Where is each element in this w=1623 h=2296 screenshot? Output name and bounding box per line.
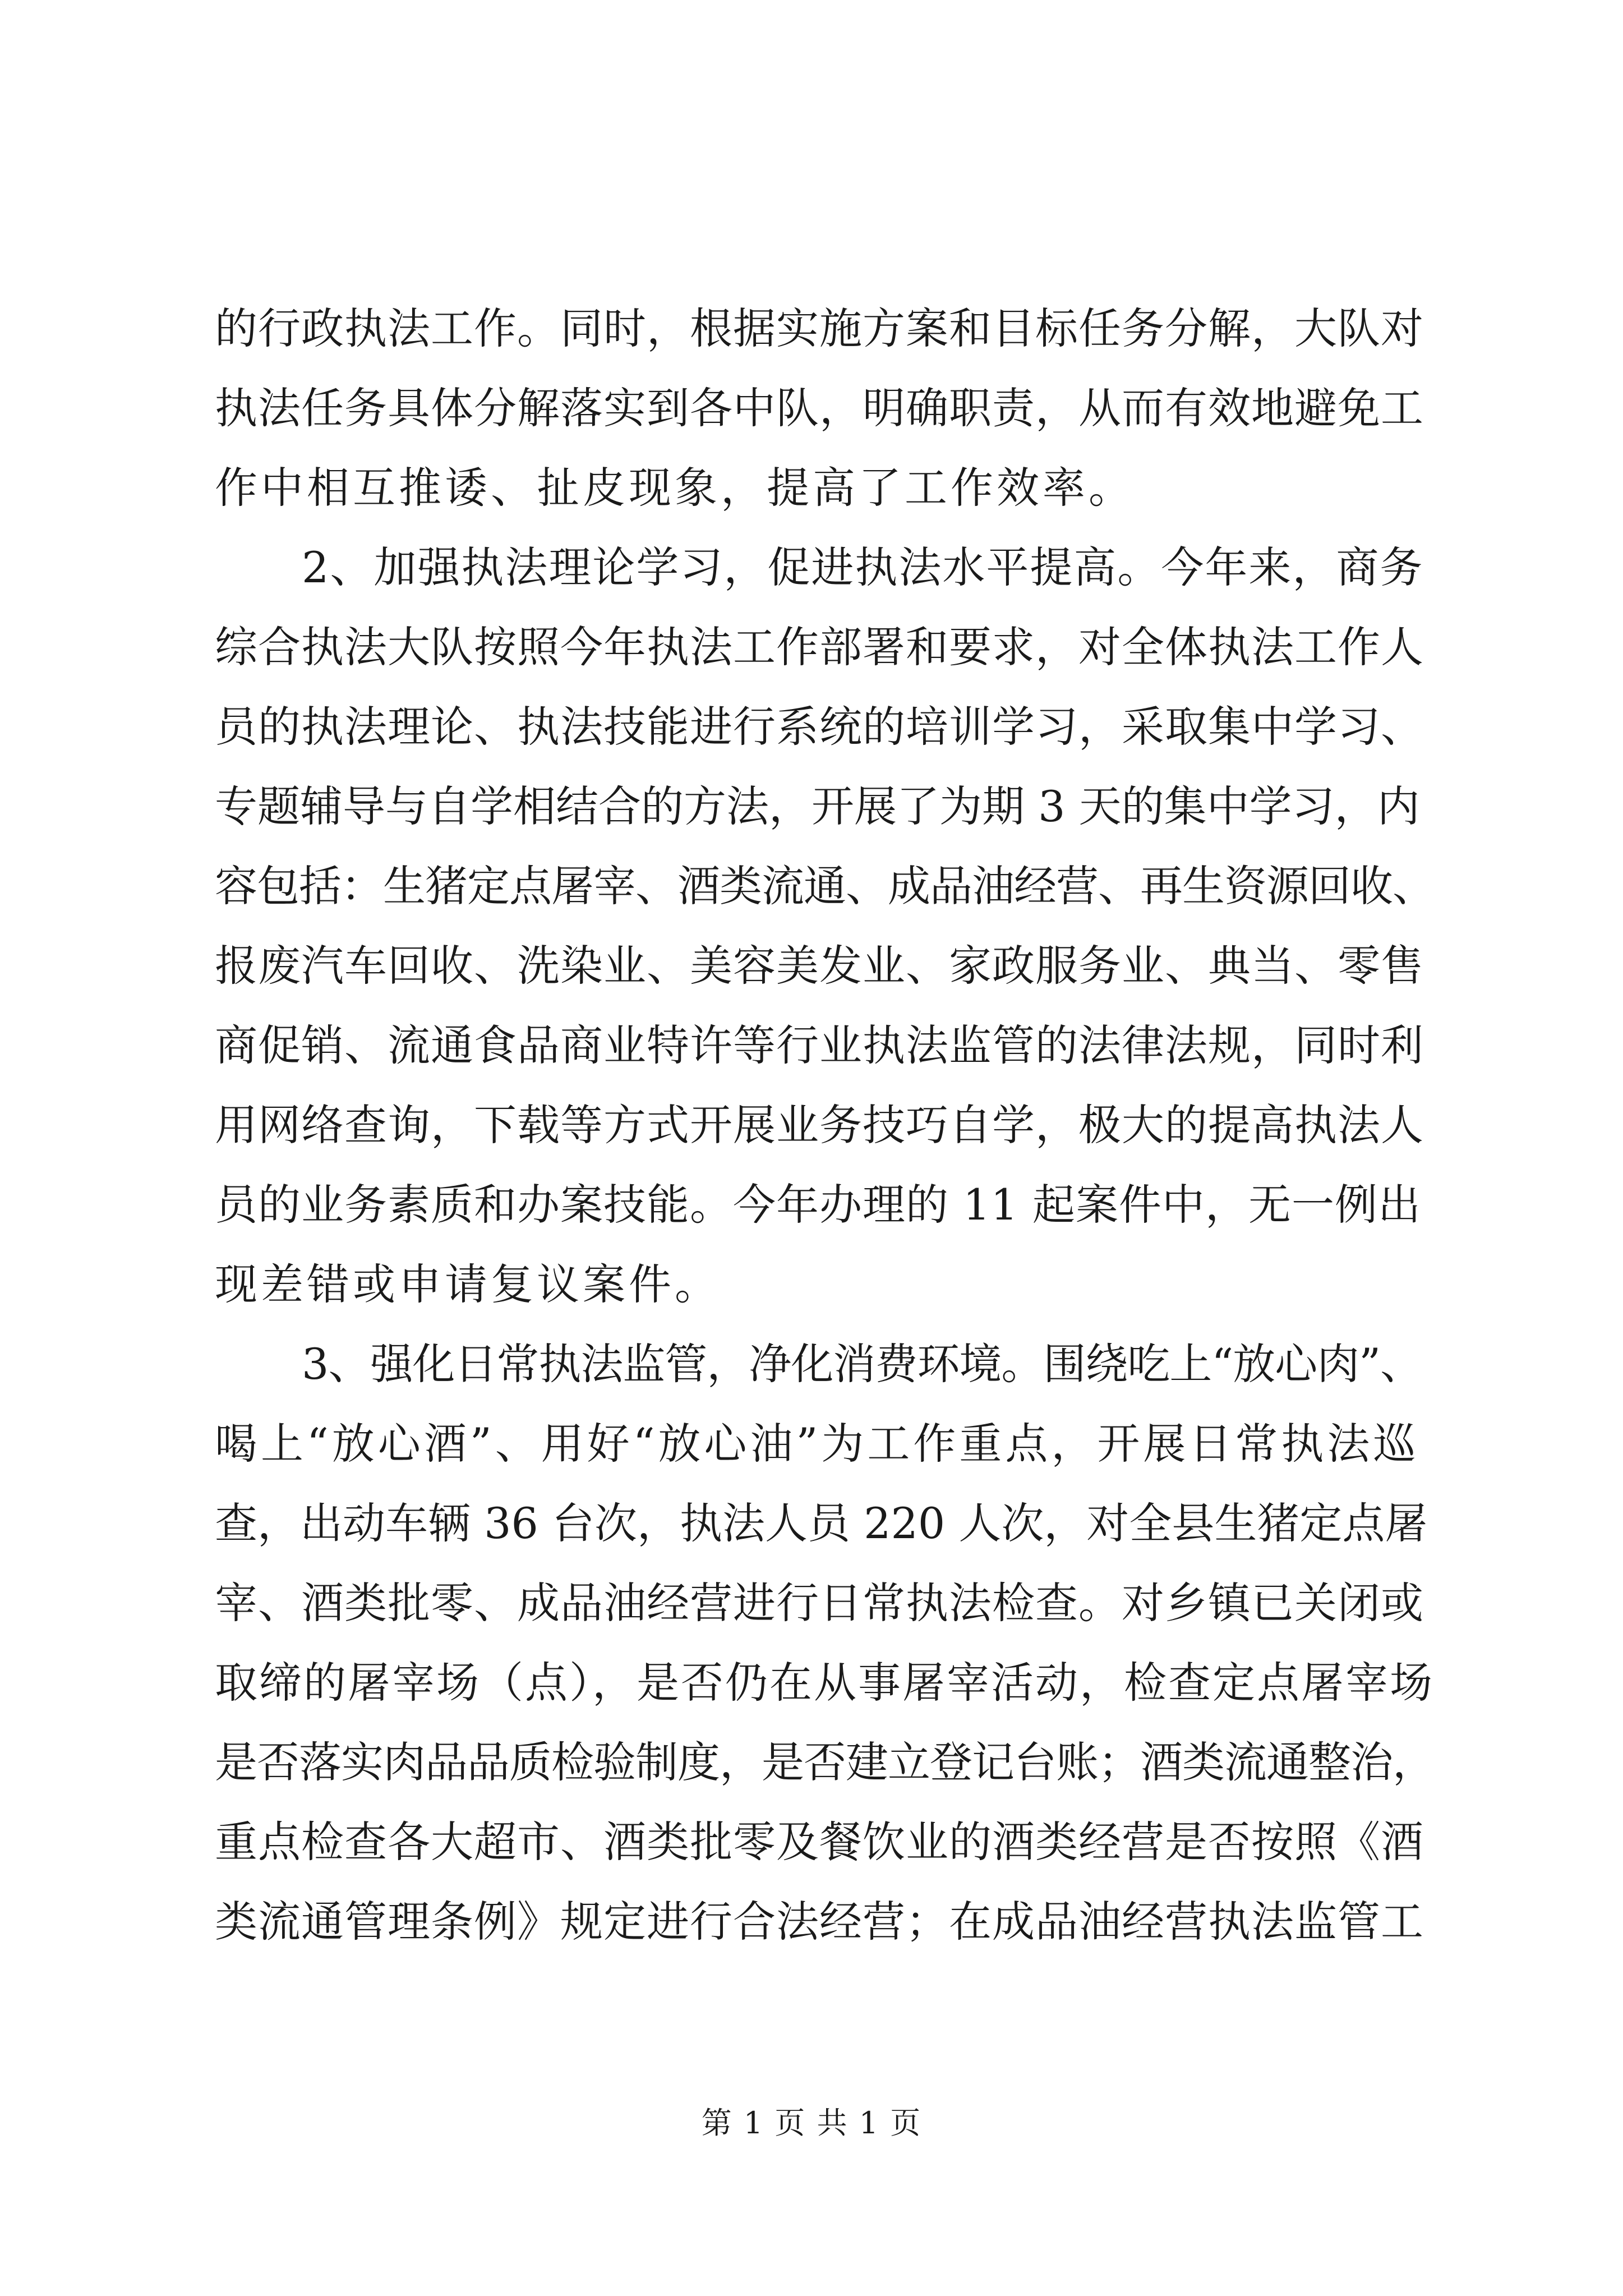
body-line-17: 宰、酒类批零、成品油经营进行日常执法检查。对乡镇已关闭或	[215, 1578, 1424, 1628]
body-line-18: 取缔的屠宰场（点），是否仍在从事屠宰活动，检查定点屠宰场	[215, 1658, 1434, 1708]
body-line-8: 容包括：生猪定点屠宰、酒类流通、成品油经营、再生资源回收、	[215, 861, 1435, 911]
body-line-6: 员的执法理论、执法技能进行系统的培训学习，采取集中学习、	[215, 702, 1424, 752]
body-line-11: 用网络查询，下载等方式开展业务技巧自学，极大的提高执法人	[215, 1100, 1424, 1150]
body-line-3: 作中相互推诿、扯皮现象，提高了工作效率。	[215, 463, 1135, 513]
body-line-7: 专题辅导与自学相结合的方法，开展了为期 3 天的集中学习，内	[215, 781, 1420, 831]
page-number-footer: 第 1 页 共 1 页	[701, 2105, 922, 2141]
body-line-2: 执法任务具体分解落实到各中队，明确职责，从而有效地避免工	[215, 383, 1424, 433]
body-line-9: 报废汽车回收、洗染业、美容美发业、家政服务业、典当、零售	[215, 941, 1424, 991]
paragraph-2-first-line: 2、加强执法理论学习，促进执法水平提高。今年来，商务	[302, 542, 1424, 592]
body-line-13: 现差错或申请复议案件。	[215, 1259, 721, 1309]
body-line-19: 是否落实肉品品质检验制度，是否建立登记台账；酒类流通整治，	[215, 1737, 1435, 1787]
body-line-1: 的行政执法工作。同时，根据实施方案和目标任务分解，大队对	[215, 303, 1424, 353]
body-line-12: 员的业务素质和办案技能。今年办理的 11 起案件中，无一例出	[215, 1180, 1422, 1230]
body-line-20: 重点检查各大超市、酒类批零及餐饮业的酒类经营是否按照《酒	[215, 1817, 1424, 1867]
body-line-10: 商促销、流通食品商业特许等行业执法监管的法律法规，同时利	[215, 1020, 1424, 1070]
body-line-16: 查，出动车辆 36 台次，执法人员 220 人次，对全县生猪定点屠	[215, 1498, 1428, 1548]
body-line-15: 喝上“放心酒”、用好“放心油”为工作重点，开展日常执法巡	[215, 1419, 1419, 1469]
body-line-5: 综合执法大队按照今年执法工作部署和要求，对全体执法工作人	[215, 622, 1424, 672]
paragraph-3-first-line: 3、强化日常执法监管，净化消费环境。围绕吃上“放心肉”、	[302, 1339, 1423, 1389]
body-line-21: 类流通管理条例》规定进行合法经营；在成品油经营执法监管工	[215, 1897, 1424, 1947]
